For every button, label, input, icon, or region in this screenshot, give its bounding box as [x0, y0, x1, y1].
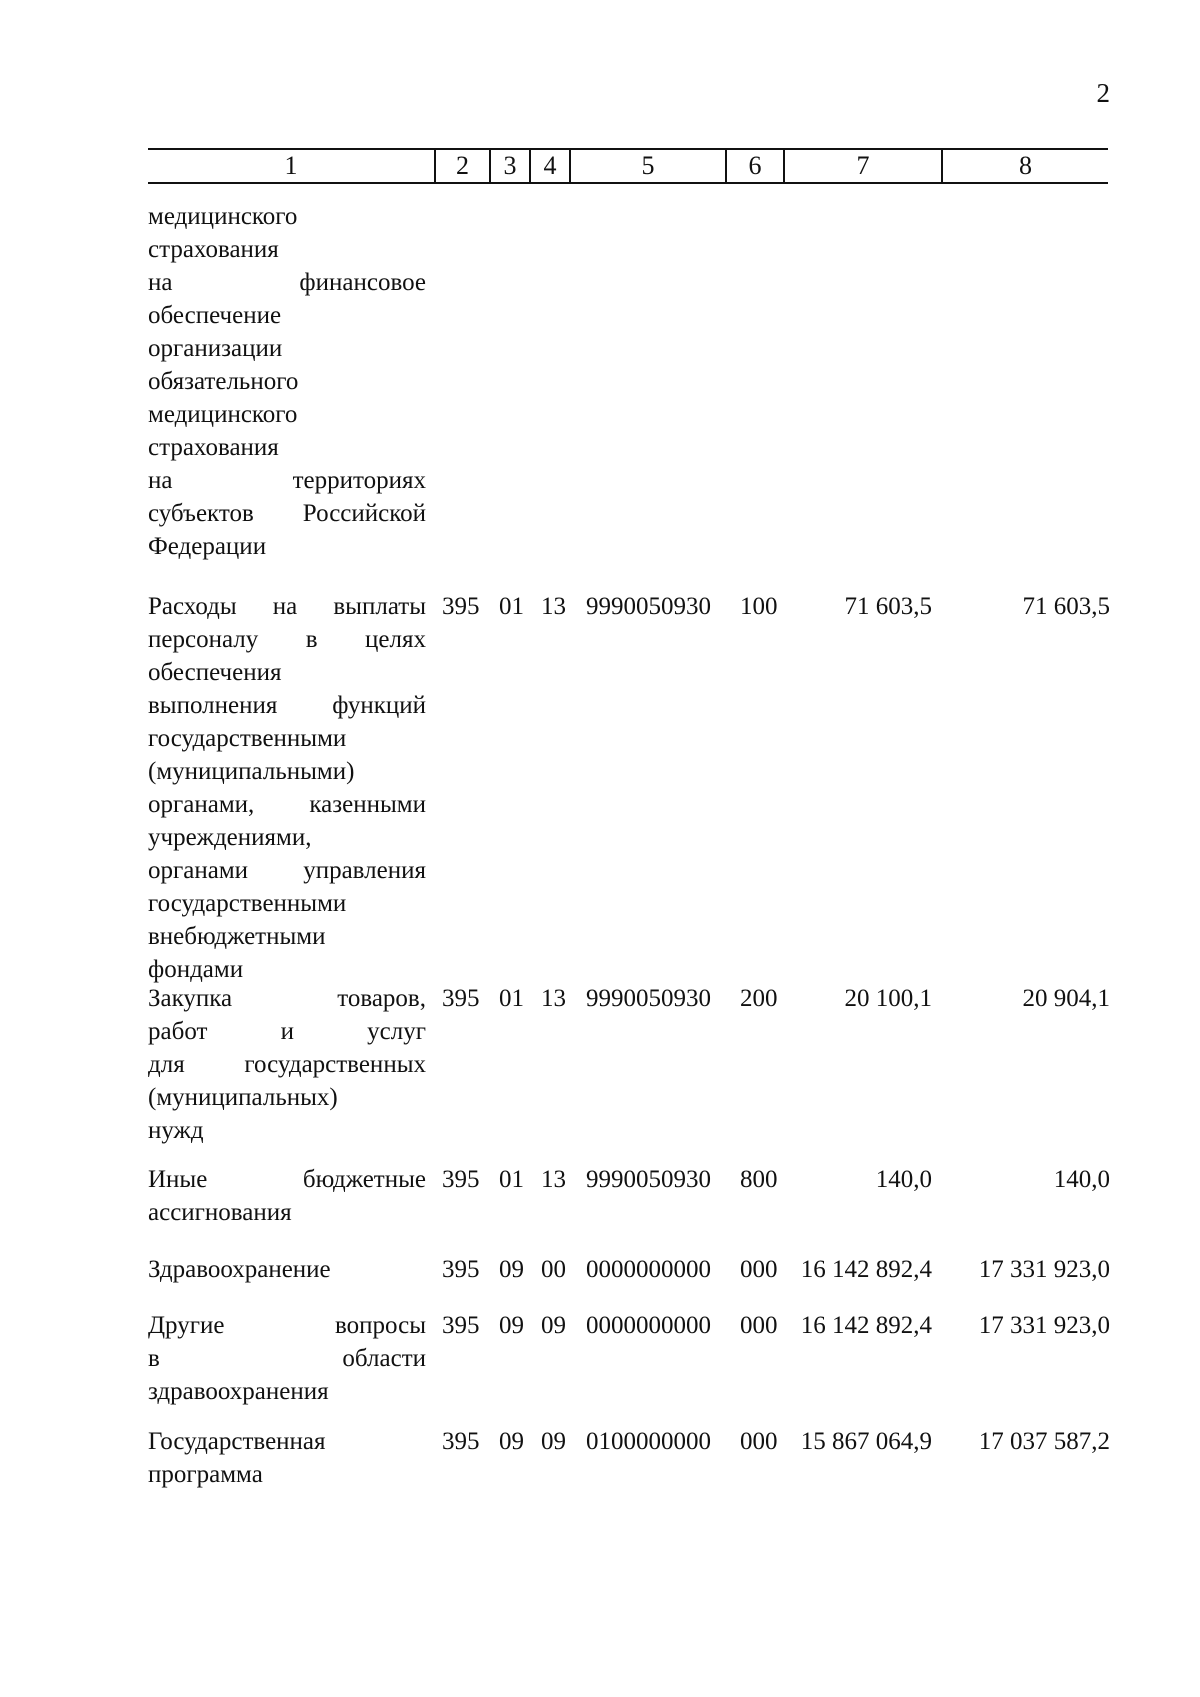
row-description	[148, 1309, 426, 1408]
cell-col-6: 000	[740, 1428, 778, 1455]
cell-col-5: 0000000000	[586, 1312, 711, 1339]
cell-col-5: 9990050930	[586, 985, 711, 1012]
cell-col-8: 17 331 923,0	[978, 1256, 1110, 1283]
row-description	[148, 590, 426, 986]
cell-col-6: 100	[740, 593, 778, 620]
cell-col-2: 395	[442, 1428, 480, 1455]
cell-col-7: 20 100,1	[844, 985, 932, 1012]
cell-col-5: 9990050930	[586, 593, 711, 620]
header-col-3: 3	[489, 150, 529, 182]
description-line: для государственных	[148, 1051, 426, 1078]
description-line: в области	[148, 1345, 426, 1372]
description-line: медицинского	[148, 401, 298, 428]
description-line: Федерации	[148, 533, 267, 560]
description-line: обязательного	[148, 368, 299, 395]
cell-col-3: 09	[499, 1312, 524, 1339]
cell-col-8: 71 603,5	[1022, 593, 1110, 620]
cell-col-7: 16 142 892,4	[800, 1312, 932, 1339]
description-line: фондами	[148, 956, 244, 983]
cell-col-8: 17 037 587,2	[978, 1428, 1110, 1455]
cell-col-8: 17 331 923,0	[978, 1312, 1110, 1339]
description-line: (муниципальных)	[148, 1084, 338, 1111]
page-number: 2	[1096, 78, 1110, 108]
description-line: ассигнования	[148, 1199, 292, 1226]
description-line: обеспечения	[148, 659, 282, 686]
description-line: учреждениями,	[148, 824, 312, 851]
description-line: организации	[148, 335, 283, 362]
description-line: Расходы на выплаты	[148, 593, 426, 620]
cell-col-4: 09	[541, 1428, 566, 1455]
description-line: обеспечение	[148, 302, 282, 329]
description-line: Иные бюджетные	[148, 1166, 426, 1193]
description-line: программа	[148, 1461, 263, 1488]
description-line: на территориях	[148, 467, 426, 494]
cell-col-5: 0100000000	[586, 1428, 711, 1455]
description-line: страхования	[148, 434, 279, 461]
cell-col-4: 00	[541, 1256, 566, 1283]
cell-col-4: 13	[541, 985, 566, 1012]
cell-col-5: 0000000000	[586, 1256, 711, 1283]
header-col-8: 8	[941, 150, 1108, 182]
description-line: нужд	[148, 1117, 204, 1144]
description-line: страхования	[148, 236, 279, 263]
row-description	[148, 982, 426, 1147]
row-description	[148, 1163, 426, 1229]
header-col-6: 6	[725, 150, 783, 182]
cell-col-5: 9990050930	[586, 1166, 711, 1193]
cell-col-3: 09	[499, 1428, 524, 1455]
header-col-4: 4	[529, 150, 569, 182]
cell-col-7: 71 603,5	[844, 593, 932, 620]
description-line: внебюджетными	[148, 923, 326, 950]
description-line: органами, казенными	[148, 791, 426, 818]
description-line: Государственная	[148, 1428, 326, 1455]
cell-col-4: 09	[541, 1312, 566, 1339]
table-header	[148, 148, 1108, 184]
cell-col-3: 01	[499, 593, 524, 620]
description-line: (муниципальными)	[148, 758, 355, 785]
cell-col-2: 395	[442, 1166, 480, 1193]
cell-col-3: 01	[499, 1166, 524, 1193]
header-col-7: 7	[783, 150, 941, 182]
description-line: медицинского	[148, 203, 298, 230]
cell-col-3: 01	[499, 985, 524, 1012]
cell-col-3: 09	[499, 1256, 524, 1283]
cell-col-6: 000	[740, 1256, 778, 1283]
description-line: государственными	[148, 890, 347, 917]
row-description	[148, 200, 426, 563]
header-col-2: 2	[434, 150, 489, 182]
row-description	[148, 1253, 426, 1286]
description-line: здравоохранения	[148, 1378, 329, 1405]
header-col-5: 5	[569, 150, 725, 182]
description-line: государственными	[148, 725, 347, 752]
description-line: работ и услуг	[148, 1018, 426, 1045]
description-line: субъектов Российской	[148, 500, 426, 527]
cell-col-7: 15 867 064,9	[800, 1428, 932, 1455]
cell-col-4: 13	[541, 593, 566, 620]
cell-col-6: 800	[740, 1166, 778, 1193]
cell-col-7: 140,0	[875, 1166, 932, 1193]
row-description	[148, 1425, 426, 1491]
cell-col-2: 395	[442, 1256, 480, 1283]
description-line: Здравоохранение	[148, 1256, 331, 1283]
header-col-1: 1	[284, 151, 298, 180]
description-line: органами управления	[148, 857, 426, 884]
description-line: Закупка товаров,	[148, 985, 426, 1012]
cell-col-2: 395	[442, 593, 480, 620]
cell-col-7: 16 142 892,4	[800, 1256, 932, 1283]
cell-col-8: 140,0	[1053, 1166, 1110, 1193]
cell-col-8: 20 904,1	[1022, 985, 1110, 1012]
cell-col-6: 200	[740, 985, 778, 1012]
description-line: персоналу в целях	[148, 626, 426, 653]
cell-col-6: 000	[740, 1312, 778, 1339]
cell-col-4: 13	[541, 1166, 566, 1193]
description-line: на финансовое	[148, 269, 426, 296]
cell-col-2: 395	[442, 985, 480, 1012]
description-line: выполнения функций	[148, 692, 426, 719]
description-line: Другие вопросы	[148, 1312, 426, 1339]
cell-col-2: 395	[442, 1312, 480, 1339]
